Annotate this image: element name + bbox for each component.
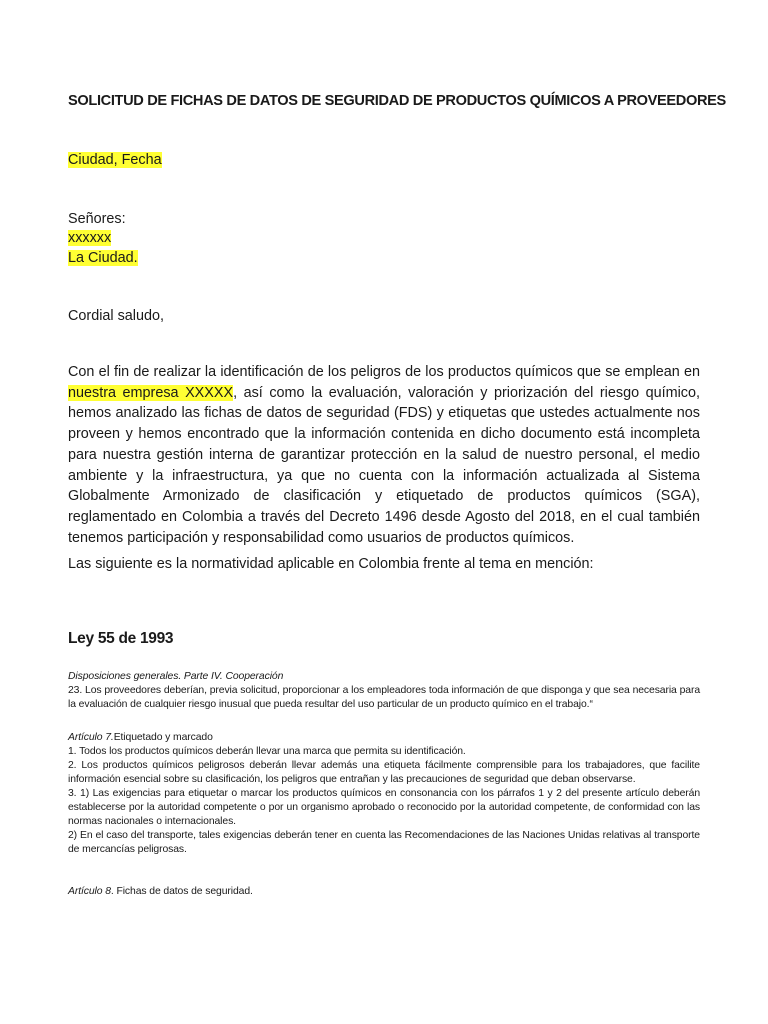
body-paragraph-1-rest: , así como la evaluación, valoración y priorización del riesgo químico, hemos analizado las fichas de datos de seguridad (FDS) y etiquetas que ustedes actualmente nos proveen y hemos encontrado que la información contenida en dicho documento está incompleta para nuestra gestión interna de garantizar protección en la salud de nuestro personal, el medio ambiente y la infraestructura, ya que no cuenta con la información actualizada al Sistema Globalmente Armonizado de clasificación y etiquetado de productos químicos (SGA), reglamentado en Colombia a través del Decreto 1496 desde Agosto del 2018, en el cual también tenemos participación y responsabilidad como usuarios de productos químicos. <box>68 384 700 546</box>
recipient-line <box>68 230 111 246</box>
article-8-number: Artículo 8 <box>68 886 111 897</box>
article-7-number: Artículo 7. <box>68 732 114 743</box>
section-cooperation <box>68 670 700 712</box>
recipient-name: xxxxxx <box>68 230 112 246</box>
article-7-title: Etiquetado y marcado <box>113 732 213 743</box>
salutation-to: Señores: <box>68 211 126 227</box>
article-8-title: . Fichas de datos de seguridad. <box>110 886 253 897</box>
article-7-item: 2. Los productos químicos peligrosos deberán llevar además una etiqueta fácilmente comprensible para los trabajadores, que facilite información esencial sobre su clasificación, los peligros que entrañan y las precauciones de seguridad que deban observarse. <box>68 760 700 785</box>
city-date: Ciudad, Fecha <box>68 152 162 168</box>
body-paragraph-1 <box>68 362 700 548</box>
company-name-highlight: nuestra empresa XXXXX <box>68 384 234 401</box>
article-7-heading <box>68 731 700 745</box>
document-title: SOLICITUD DE FICHAS DE DATOS DE SEGURIDAD DE PRODUCTOS QUÍMICOS A PROVEEDORES <box>68 93 726 109</box>
article-7-item: 3. 1) Las exigencias para etiquetar o marcar los productos químicos en consonancia con los párrafos 1 y 2 del presente artículo deberán establecerse por la autoridad competente o por un organismo aprobado o reconocido por la autoridad competente, de conformidad con las normas nacionales o internacionales. <box>68 788 700 827</box>
article-7 <box>68 731 700 857</box>
recipient-city-line <box>68 250 138 266</box>
article-8 <box>68 885 700 899</box>
section-cooperation-title: Disposiciones generales. Parte IV. Cooperación <box>68 671 284 682</box>
article-8-heading <box>68 885 700 899</box>
law-heading: Ley 55 de 1993 <box>68 630 174 647</box>
article-7-item: 2) En el caso del transporte, tales exigencias deberán tener en cuenta las Recomendaciones de las Naciones Unidas relativas al transporte de mercancías peligrosas. <box>68 830 700 855</box>
section-cooperation-text: 23. Los proveedores deberían, previa solicitud, proporcionar a los empleadores toda información de que disponga y que sea necesaria para la evaluación de cualquier riesgo inusual que pueda resultar del uso particular de un producto químico en el trabajo.“ <box>68 685 700 710</box>
greeting: Cordial saludo, <box>68 308 164 324</box>
body-paragraph-1-start: Con el fin de realizar la identificación de los peligros de los productos químicos que se emplean en <box>68 364 700 380</box>
body-paragraph-2: Las siguiente es la normatividad aplicable en Colombia frente al tema en mención: <box>68 556 594 572</box>
recipient-city: La Ciudad. <box>68 250 138 266</box>
city-date-line <box>68 152 162 168</box>
article-7-item: 1. Todos los productos químicos deberán llevar una marca que permita su identificación. <box>68 746 466 757</box>
